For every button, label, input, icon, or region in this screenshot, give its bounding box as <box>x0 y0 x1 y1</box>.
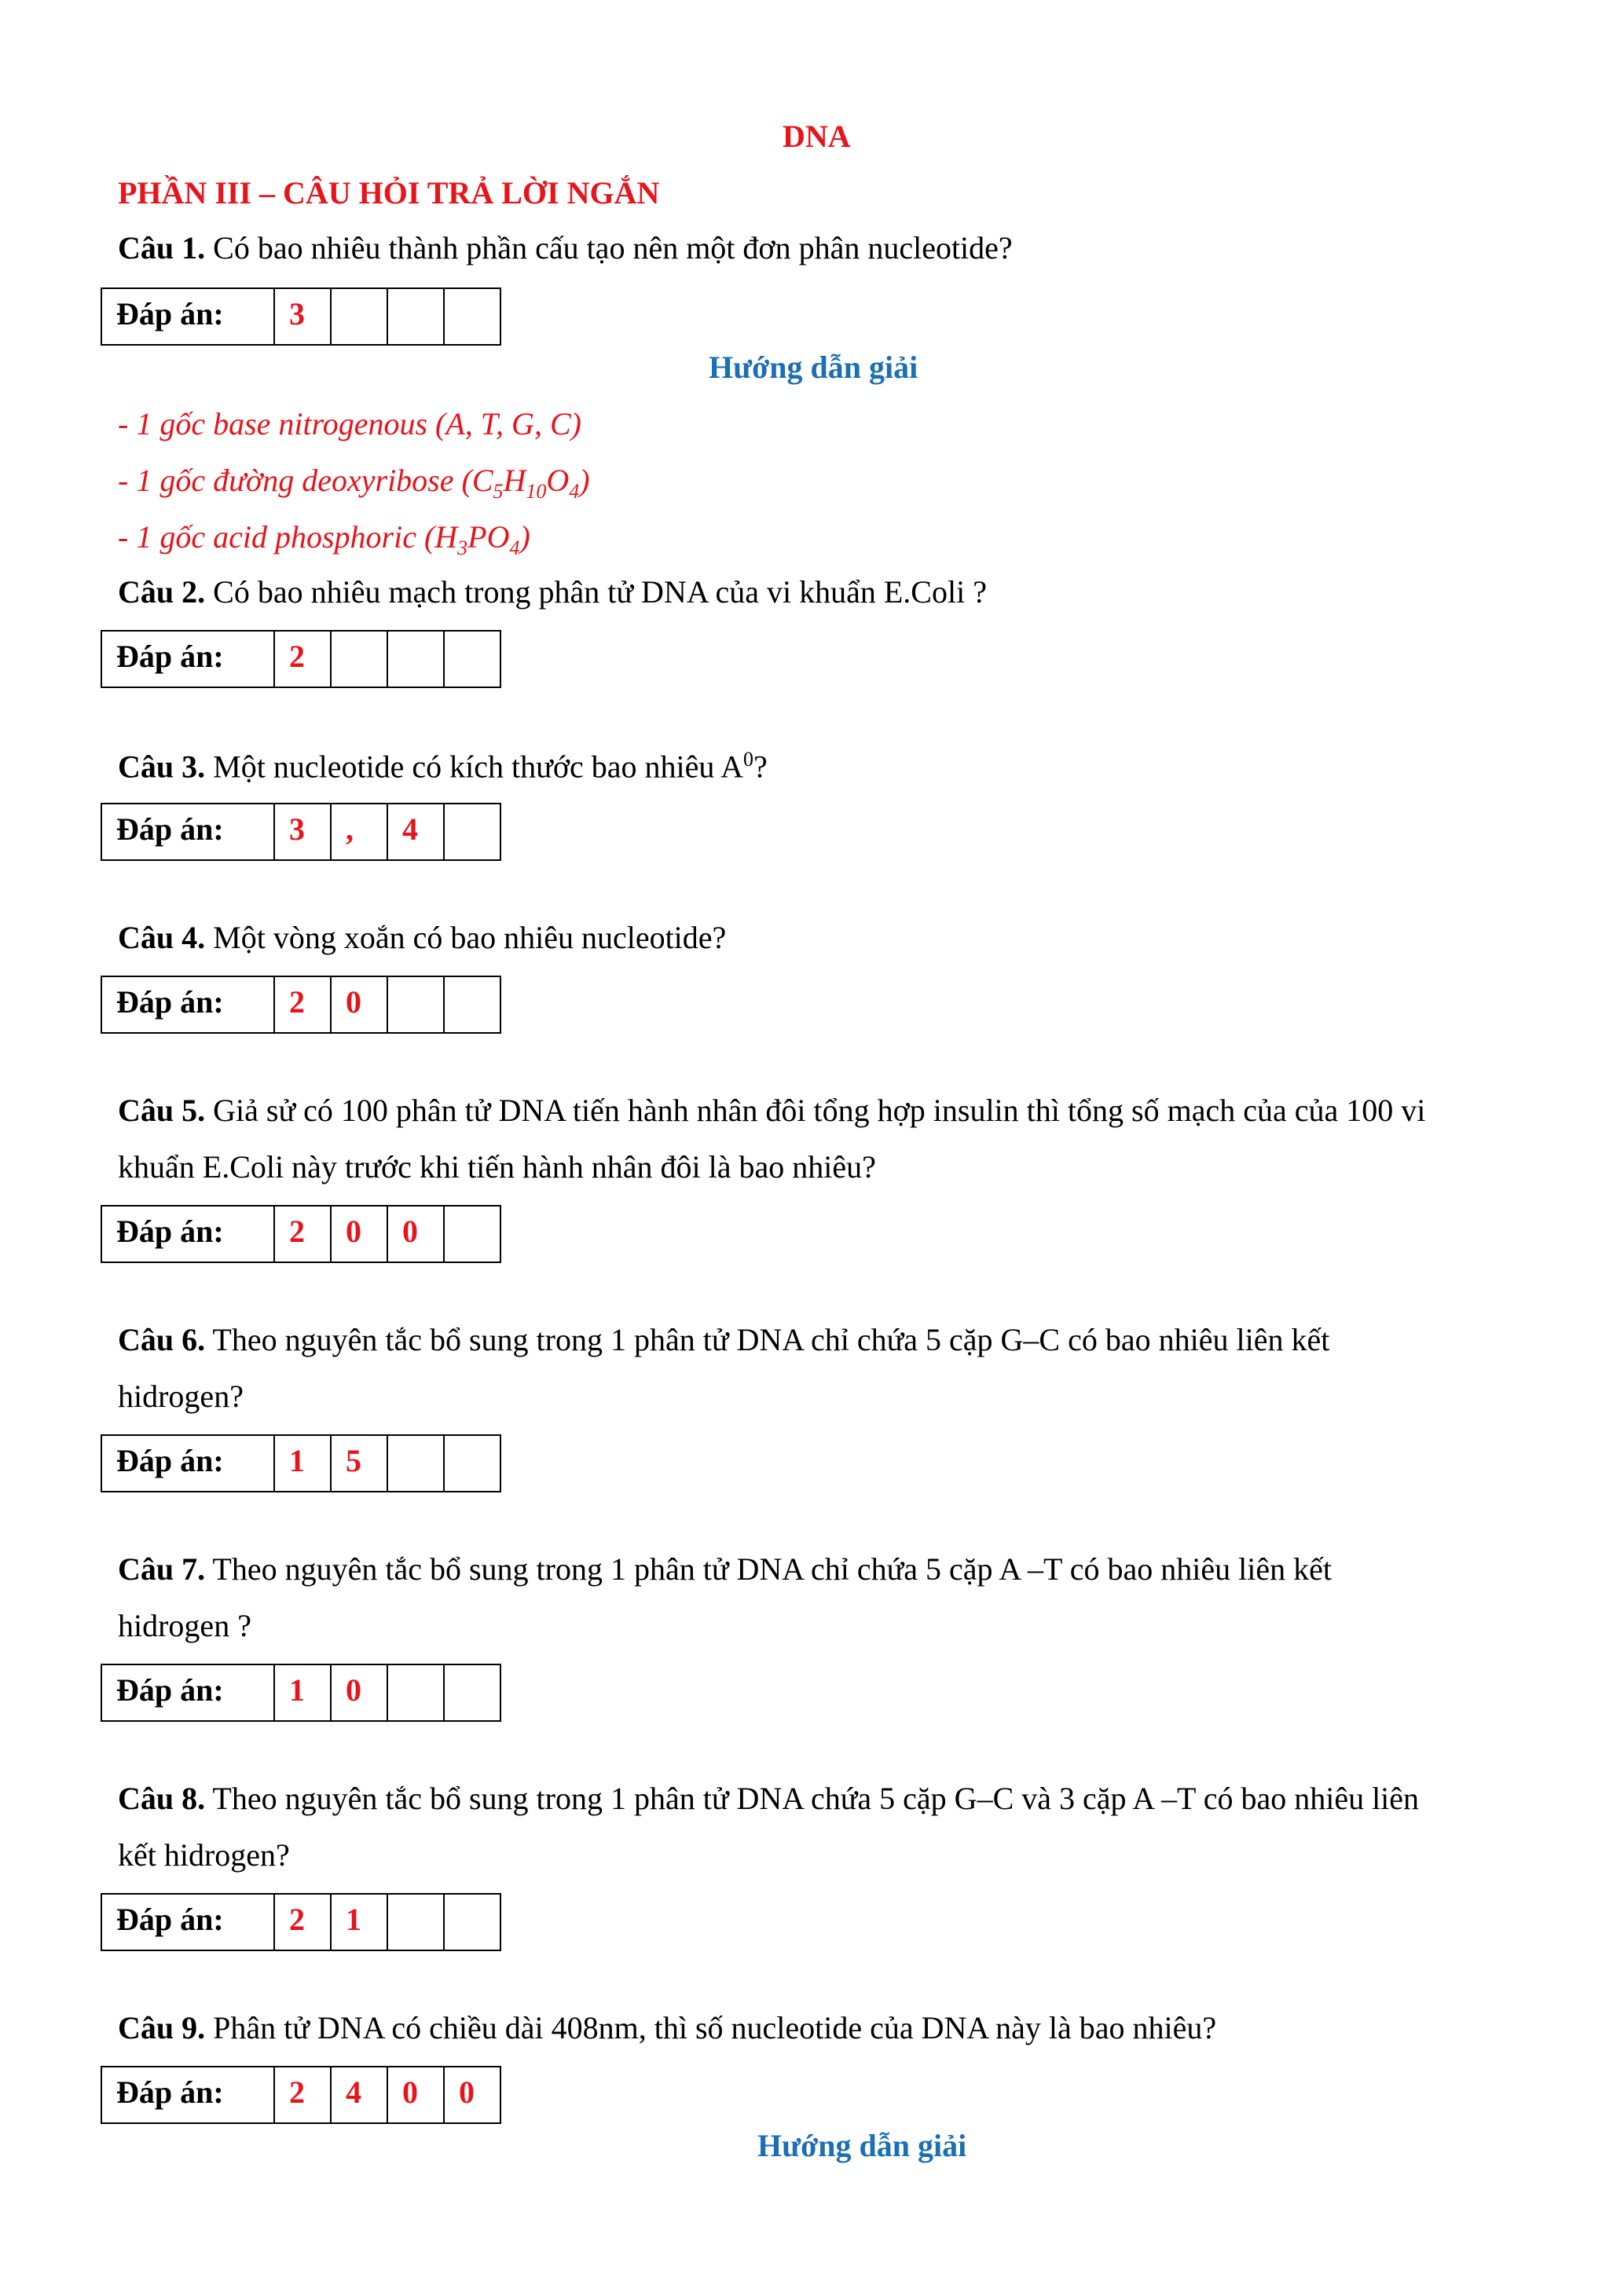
answer-cell: 3 <box>274 804 331 860</box>
answer-box-3 <box>101 803 501 861</box>
answer-cell: 0 <box>387 2067 444 2123</box>
answer-cell: 2 <box>274 631 331 687</box>
solution-line-2: - 1 gốc đường deoxyribose $(C_5H_{10}O_4)$ <box>118 463 590 503</box>
answer-cell <box>444 1664 500 1721</box>
answer-cell <box>444 804 500 860</box>
question-7-cont: hidrogen ? <box>118 1608 251 1643</box>
answer-box-8 <box>101 1893 501 1951</box>
answer-cell: 1 <box>274 1664 331 1721</box>
answer-label: Đáp án: <box>101 1664 274 1721</box>
answer-cell <box>331 288 387 345</box>
answer-box-6 <box>101 1434 501 1492</box>
answer-cell: 1 <box>274 1435 331 1492</box>
question-8-cont: kết hidrogen? <box>118 1837 290 1873</box>
answer-cell: 2 <box>274 976 331 1033</box>
question-1: Câu 1. Có bao nhiêu thành phần cấu tạo nên một đơn phân nucleotide? <box>118 230 1013 265</box>
page-title: DNA <box>783 119 851 154</box>
answer-cell <box>387 1894 444 1950</box>
question-5-cont: khuẩn E.Coli này trước khi tiến hành nhân đôi là bao nhiêu? <box>118 1149 876 1185</box>
answer-label: Đáp án: <box>101 2067 274 2123</box>
question-5: Câu 5. Giả sử có 100 phân tử DNA tiến hành nhân đôi tổng hợp insulin thì tổng số mạch của của 100 vi <box>118 1093 1426 1128</box>
answer-box-5 <box>101 1205 501 1263</box>
answer-label: Đáp án: <box>101 1894 274 1950</box>
answer-cell: 5 <box>331 1435 387 1492</box>
answer-label: Đáp án: <box>101 976 274 1033</box>
question-6: Câu 6. Theo nguyên tắc bổ sung trong 1 phân tử DNA chỉ chứa 5 cặp G–C có bao nhiêu liên kết <box>118 1322 1330 1357</box>
answer-cell: 4 <box>387 804 444 860</box>
question-8: Câu 8. Theo nguyên tắc bổ sung trong 1 phân tử DNA chứa 5 cặp G–C và 3 cặp A –T có bao nhiêu liên <box>118 1781 1420 1816</box>
answer-cell: 0 <box>387 1206 444 1262</box>
answer-label: Đáp án: <box>101 631 274 687</box>
solution-line-1: - 1 gốc base nitrogenous (A, T, G, C) <box>118 406 581 441</box>
answer-cell: , <box>331 804 387 860</box>
answer-box-7 <box>101 1664 501 1722</box>
question-6-cont: hidrogen? <box>118 1379 244 1414</box>
answer-cell: 3 <box>274 288 331 345</box>
answer-cell <box>444 1206 500 1262</box>
answer-box-9 <box>101 2066 501 2124</box>
answer-cell: 0 <box>331 976 387 1033</box>
answer-box-1 <box>101 287 501 346</box>
answer-cell <box>444 1435 500 1492</box>
solution-heading: Hướng dẫn giải <box>709 350 918 385</box>
answer-label: Đáp án: <box>101 288 274 345</box>
answer-cell <box>444 288 500 345</box>
answer-cell <box>444 976 500 1033</box>
answer-label: Đáp án: <box>101 1206 274 1262</box>
question-4: Câu 4. Một vòng xoắn có bao nhiêu nucleotide? <box>118 920 727 955</box>
answer-cell <box>331 631 387 687</box>
answer-cell <box>387 976 444 1033</box>
answer-cell: 2 <box>274 1206 331 1262</box>
answer-cell <box>387 1435 444 1492</box>
answer-cell: 0 <box>444 2067 500 2123</box>
answer-cell: 1 <box>331 1894 387 1950</box>
answer-box-4 <box>101 976 501 1034</box>
question-3: Câu 3. Một nucleotide có kích thước bao nhiêu $A^0$? <box>118 748 768 785</box>
solution-line-3: - 1 gốc acid phosphoric $(H_3PO_4)$ <box>118 519 530 559</box>
answer-cell <box>387 288 444 345</box>
answer-label: Đáp án: <box>101 1435 274 1492</box>
question-7: Câu 7. Theo nguyên tắc bổ sung trong 1 phân tử DNA chỉ chứa 5 cặp A –T có bao nhiêu liên kết <box>118 1551 1332 1587</box>
answer-cell: 2 <box>274 1894 331 1950</box>
section-heading: PHẦN III – CÂU HỎI TRẢ LỜI NGẮN <box>118 175 660 211</box>
answer-cell: 4 <box>331 2067 387 2123</box>
answer-cell: 0 <box>331 1664 387 1721</box>
question-9: Câu 9. Phân tử DNA có chiều dài 408nm, thì số nucleotide của DNA này là bao nhiêu? <box>118 2010 1217 2045</box>
answer-cell <box>444 1894 500 1950</box>
answer-box-2 <box>101 630 501 688</box>
question-2: Câu 2. Có bao nhiêu mạch trong phân tử DNA của vi khuẩn E.Coli ? <box>118 574 987 610</box>
answer-cell: 0 <box>331 1206 387 1262</box>
answer-label: Đáp án: <box>101 804 274 860</box>
answer-cell: 2 <box>274 2067 331 2123</box>
solution-heading-2: Hướng dẫn giải <box>757 2128 967 2163</box>
answer-cell <box>387 631 444 687</box>
answer-cell <box>387 1664 444 1721</box>
answer-cell <box>444 631 500 687</box>
